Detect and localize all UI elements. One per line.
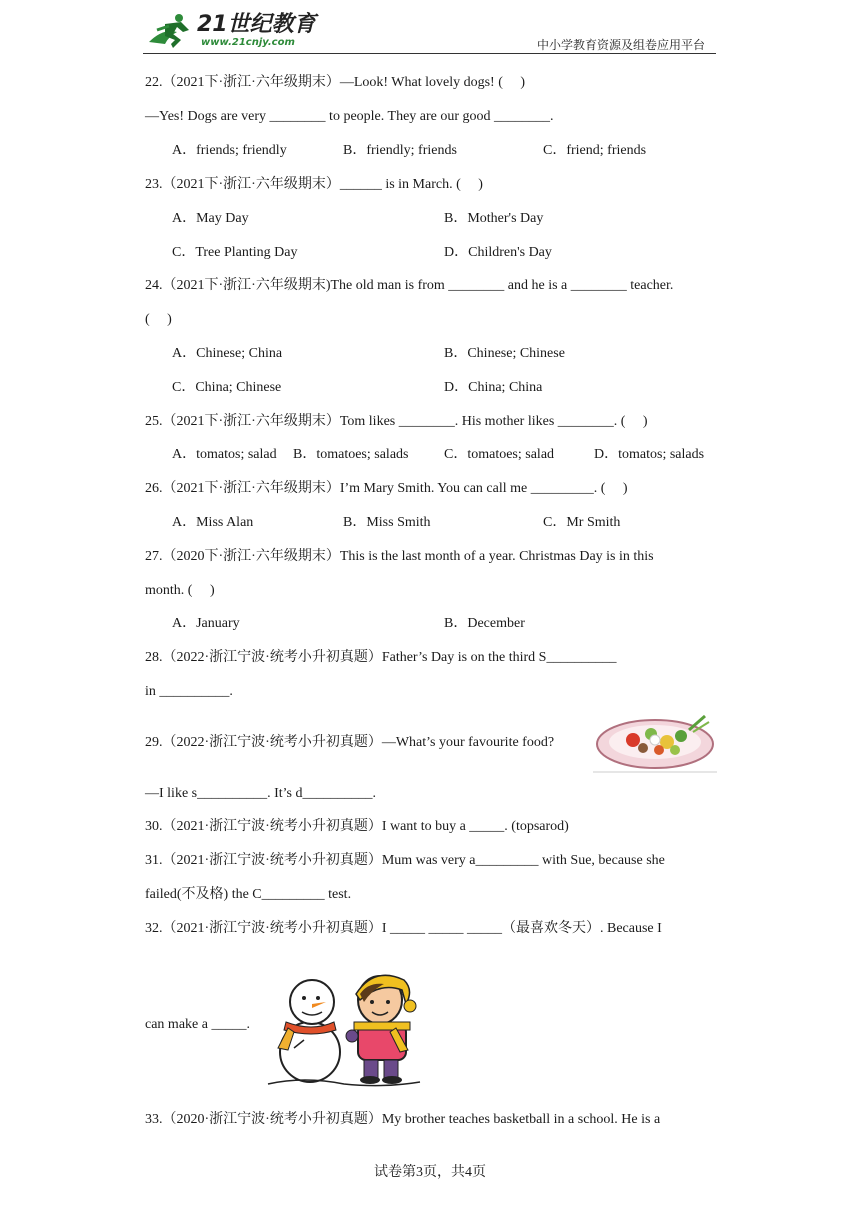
- question-26-stem: 26.（2021下·浙江·六年级期末）I’m Mary Smith. You can call me _________. ( ): [145, 481, 628, 496]
- question-24-option-b: B．Chinese; Chinese: [444, 346, 565, 361]
- question-23-option-d: D．Children's Day: [444, 245, 552, 260]
- question-28-stem: 28.（2022·浙江宁波·统考小升初真题）Father’s Day is on the third S__________: [145, 650, 617, 665]
- question-23-option-a: A．May Day: [172, 211, 249, 226]
- question-23-option-b: B．Mother's Day: [444, 211, 544, 226]
- question-23-option-c: C．Tree Planting Day: [172, 245, 298, 260]
- question-30-stem: 30.（2021·浙江宁波·统考小升初真题）I want to buy a _____. (topsarod): [145, 819, 569, 834]
- question-22-stem: 22.（2021下·浙江·六年级期末）—Look! What lovely dogs! ( ): [145, 75, 526, 90]
- question-27-stem-2: month. ( ): [145, 583, 215, 598]
- question-22-option-c: C．friend; friends: [543, 143, 647, 158]
- question-24-option-d: D．China; China: [444, 380, 543, 395]
- question-25-option-c: C．tomatoes; salad: [444, 447, 555, 462]
- question-22-option-b: B．friendly; friends: [343, 143, 457, 158]
- question-33-stem: 33.（2020·浙江宁波·统考小升初真题）My brother teaches basketball in a school. He is a: [145, 1112, 661, 1127]
- question-29-stem: 29.（2022·浙江宁波·统考小升初真题）—What’s your favourite food?: [145, 735, 555, 750]
- question-25-option-a: A．tomatos; salad: [172, 447, 277, 462]
- header-platform-text: 中小学教育资源及组卷应用平台: [536, 38, 705, 52]
- header-divider: [143, 53, 716, 54]
- question-24-option-c: C．China; Chinese: [172, 380, 282, 395]
- question-26-option-a: A．Miss Alan: [172, 515, 254, 530]
- question-31-stem-2: failed(不及格) the C_________ test.: [145, 887, 352, 902]
- question-28-stem-2: in __________.: [145, 684, 233, 699]
- salad-plate-image: [593, 708, 717, 774]
- site-logo: [143, 10, 323, 52]
- question-24-stem-2: ( ): [145, 312, 172, 327]
- question-31-stem: 31.（2021·浙江宁波·统考小升初真题）Mum was very a_________ with Sue, because she: [145, 853, 665, 868]
- snowman-boy-image: [264, 966, 422, 1090]
- question-29-stem-2: —I like s__________. It’s d__________.: [145, 786, 376, 801]
- question-25-stem: 25.（2021下·浙江·六年级期末）Tom likes ________. His mother likes ________. ( ): [145, 414, 648, 429]
- question-27-option-a: A．January: [172, 616, 240, 631]
- question-27-option-b: B．December: [444, 616, 525, 631]
- logo-text: 21世纪教育: [197, 12, 316, 37]
- question-22-stem-2: —Yes! Dogs are very ________ to people. They are our good ________.: [145, 109, 554, 124]
- question-32-stem: 32.（2021·浙江宁波·统考小升初真题）I _____ _____ _____（最喜欢冬天）. Because I: [145, 921, 662, 936]
- question-25-option-d: D．tomatos; salads: [594, 447, 705, 462]
- question-27-stem: 27.（2020下·浙江·六年级期末）This is the last month of a year. Christmas Day is in this: [145, 549, 654, 564]
- question-26-option-b: B．Miss Smith: [343, 515, 431, 530]
- question-22-option-a: A．friends; friendly: [172, 143, 287, 158]
- logo-url: www.21cnjy.com: [201, 37, 295, 48]
- page-footer: 试卷第3页，共4页: [374, 1165, 486, 1180]
- question-23-stem: 23.（2021下·浙江·六年级期末）______ is in March. ( ): [145, 177, 483, 192]
- question-24-stem: 24.（2021下·浙江·六年级期末)The old man is from ________ and he is a ________ teacher.: [145, 278, 674, 293]
- question-24-option-a: A．Chinese; China: [172, 346, 283, 361]
- question-32-stem-2: can make a _____.: [145, 1017, 250, 1032]
- question-26-option-c: C．Mr Smith: [543, 515, 621, 530]
- question-25-option-b: B．tomatoes; salads: [293, 447, 409, 462]
